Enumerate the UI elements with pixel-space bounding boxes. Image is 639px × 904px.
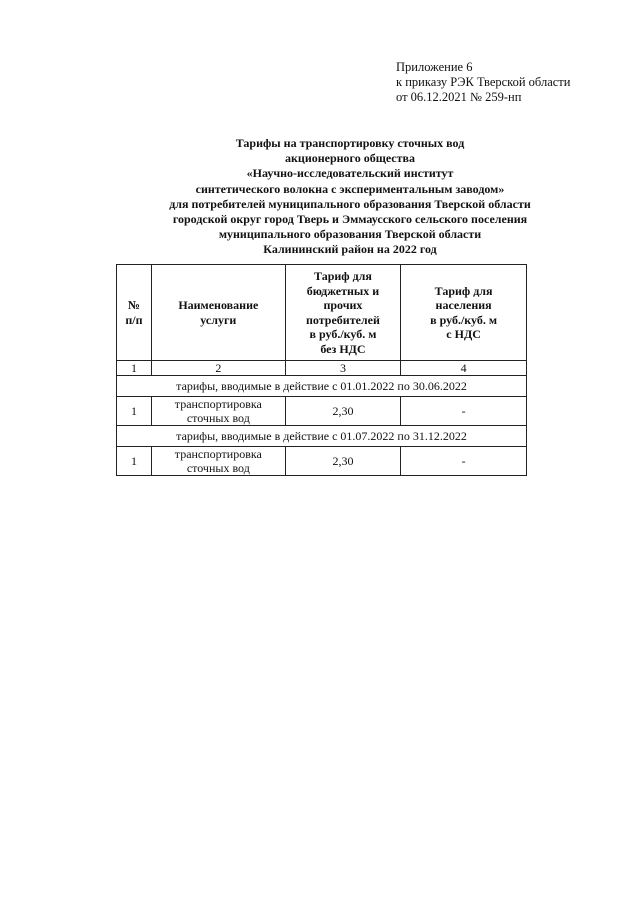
column-numbers-row <box>117 361 527 376</box>
tariffs-table <box>116 264 527 476</box>
header-row <box>117 265 527 361</box>
header-service-name: Наименование услуги <box>151 265 285 361</box>
title-line: Тарифы на транспортировку сточных вод <box>235 136 465 150</box>
title-line: городской округ город Тверь и Эммаусского сельского поселения <box>172 212 528 227</box>
title-line: синтетического волокна с экспериментальным заводом» <box>195 181 505 196</box>
title-line: Калининский район на 2022 год <box>263 242 437 257</box>
annex-reference <box>396 60 570 105</box>
header-num: № п/п <box>117 265 152 361</box>
column-number: 2 <box>151 361 285 376</box>
column-number: 1 <box>117 361 152 376</box>
row-tariff-budget: 2,30 <box>285 397 400 426</box>
row-service: транспортировка сточных вод <box>151 447 285 476</box>
annex-line: от 06.12.2021 № 259-нп <box>396 90 522 104</box>
title-line: муниципального образования Тверской области <box>218 227 482 242</box>
document-title <box>60 136 639 258</box>
title-line: акционерного общества <box>284 151 416 166</box>
annex-line: Приложение 6 <box>396 60 473 74</box>
period-label: тарифы, вводимые в действие с 01.07.2022 по 31.12.2022 <box>117 426 527 447</box>
row-tariff-budget: 2,30 <box>285 447 400 476</box>
period-row <box>117 376 527 397</box>
title-line: для потребителей муниципального образования Тверской области <box>169 196 531 211</box>
row-tariff-population: - <box>401 397 527 426</box>
period-label: тарифы, вводимые в действие с 01.01.2022 по 30.06.2022 <box>117 376 527 397</box>
row-num: 1 <box>117 447 152 476</box>
header-tariff-budget: Тариф для бюджетных и прочих потребителей в руб./куб. м без НДС <box>285 265 400 361</box>
row-service: транспортировка сточных вод <box>151 397 285 426</box>
row-tariff-population: - <box>401 447 527 476</box>
column-number: 3 <box>285 361 400 376</box>
title-line: «Научно-исследовательский институт <box>246 166 454 181</box>
period-row <box>117 426 527 447</box>
column-number: 4 <box>401 361 527 376</box>
table-row <box>117 397 527 426</box>
row-num: 1 <box>117 397 152 426</box>
table-row <box>117 447 527 476</box>
header-tariff-population: Тариф для населения в руб./куб. м с НДС <box>401 265 527 361</box>
annex-line: к приказу РЭК Тверской области <box>396 75 571 89</box>
